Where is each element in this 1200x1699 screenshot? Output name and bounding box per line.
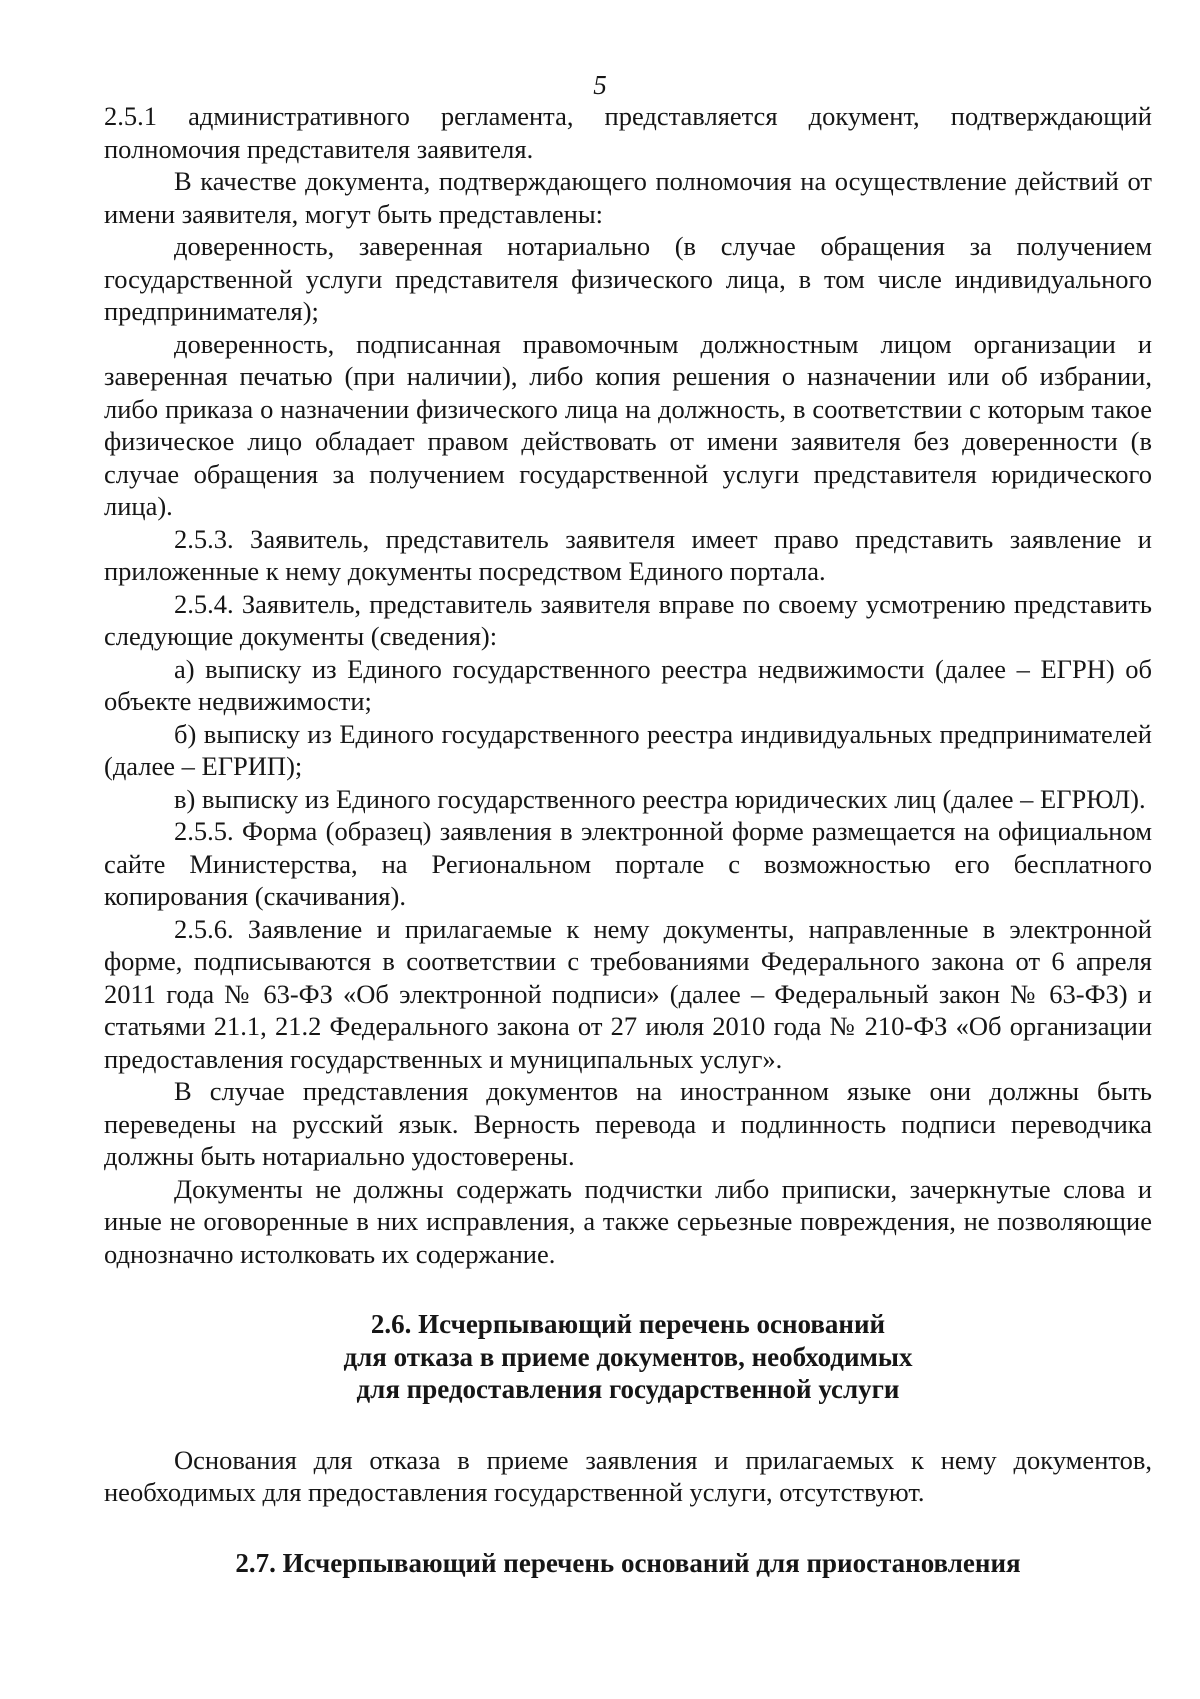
list-item-a-egrn: а) выписку из Единого государственного реестра недвижимости (далее – ЕГРН) об объекте недвижимости; <box>104 653 1152 716</box>
heading-2-6-line-2: для отказа в приеме документов, необходимых <box>343 1341 913 1372</box>
heading-2-6-line-1: 2.6. Исчерпывающий перечень оснований <box>370 1309 886 1339</box>
section-heading-2-7: 2.7. Исчерпывающий перечень оснований для приостановления <box>235 1547 1021 1578</box>
paragraph-2-5-3: 2.5.3. Заявитель, представитель заявителя имеет право представить заявление и приложенные к нему документы посредством Единого портала. <box>104 523 1152 586</box>
list-item-b-egrip: б) выписку из Единого государственного реестра индивидуальных предпринимателей (далее – ЕГРИП); <box>104 718 1152 781</box>
paragraph-2-5-1-continuation: 2.5.1 административного регламента, представляется документ, подтверждающий полномочия представителя заявителя. <box>104 101 1152 164</box>
page-number: 5 <box>593 70 607 100</box>
list-item-v-egrul: в) выписку из Единого государственного реестра юридических лиц (далее – ЕГРЮЛ). <box>174 783 1146 814</box>
paragraph-2-5-5: 2.5.5. Форма (образец) заявления в электронной форме размещается на официальном сайте Министерства, на Региональном портале с возможностью его бесплатного копирования (скачивания). <box>104 816 1152 911</box>
paragraph-notarized-power-of-attorney: доверенность, заверенная нотариально (в случае обращения за получением государственной услуги представителя физического лица, в том числе индивидуального предпринимателя); <box>104 231 1152 326</box>
paragraph-signed-power-of-attorney: доверенность, подписанная правомочным должностным лицом организации и заверенная печатью (при наличии), либо копия решения о назначении или об избрании, либо приказа о назначении физического лица на должность, в соответствии с которым такое физическое лицо обладает правом действовать от имени заявителя без доверенности (в случае обращения за получением государственной услуги представителя юридического лица). <box>104 328 1152 521</box>
paragraph-2-5-4: 2.5.4. Заявитель, представитель заявителя вправе по своему усмотрению представить следующие документы (сведения): <box>104 588 1152 651</box>
paragraph-document-requirements: Документы не должны содержать подчистки либо приписки, зачеркнутые слова и иные не оговоренные в них исправления, а также серьезные повреждения, не позволяющие однозначно истолковать их содержание. <box>104 1173 1152 1269</box>
section-heading-2-6 <box>104 1308 1152 1406</box>
paragraph-2-6-no-grounds: Основания для отказа в приеме заявления и прилагаемых к нему документов, необходимых для предоставления государственной услуги, отсутствуют. <box>104 1444 1152 1507</box>
paragraph-foreign-language: В случае представления документов на иностранном языке они должны быть переведены на русский язык. Верность перевода и подлинность подписи переводчика должны быть нотариально удостоверены. <box>104 1076 1152 1171</box>
document-body <box>104 100 1152 1579</box>
paragraph-2-5-6: 2.5.6. Заявление и прилагаемые к нему документы, направленные в электронной форме, подписываются в соответствии с требованиями Федерального закона от 6 апреля 2011 года № 63-ФЗ «Об электронной подписи» (далее – Федеральный закон № 63-ФЗ) и статьями 21.1, 21.2 Федерального закона от 27 июля 2010 года № 210-ФЗ «Об организации предоставления государственных и муниципальных услуг». <box>104 913 1152 1074</box>
paragraph-authority-documents: В качестве документа, подтверждающего полномочия на осуществление действий от имени заявителя, могут быть представлены: <box>104 166 1152 229</box>
heading-2-6-line-3: для предоставления государственной услуги <box>356 1374 900 1404</box>
